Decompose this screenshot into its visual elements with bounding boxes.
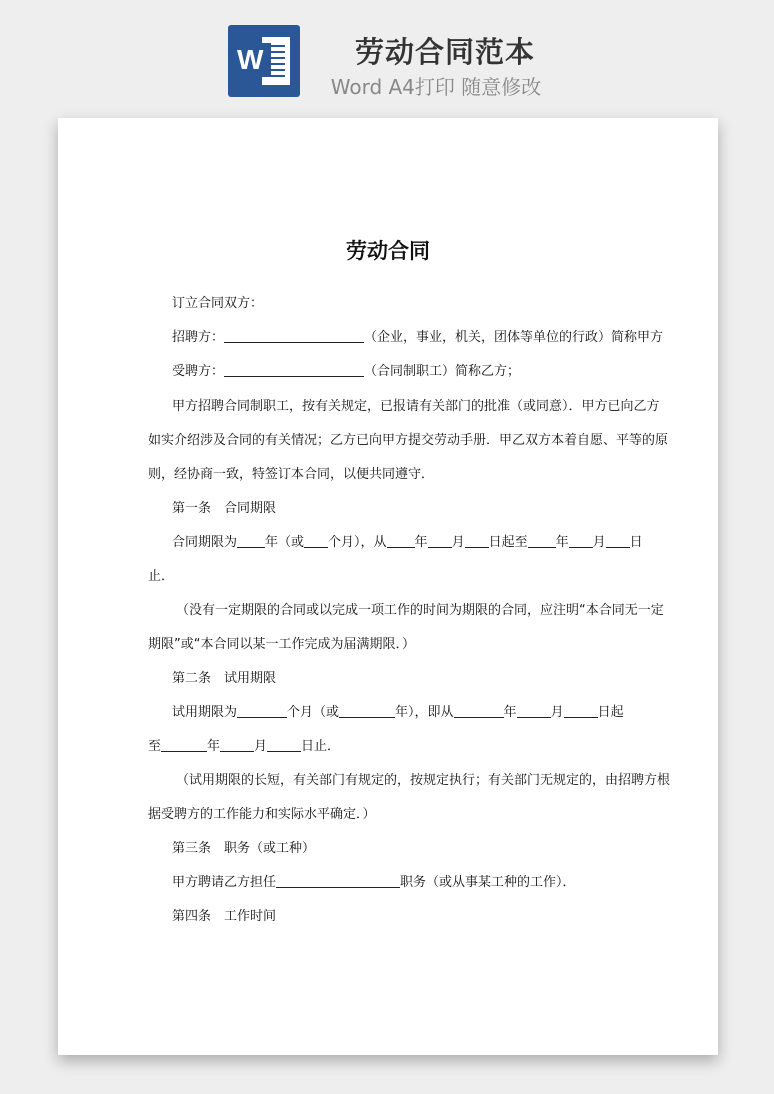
- employer-line: [172, 329, 663, 347]
- text-segment: 年），即从: [395, 705, 454, 720]
- text-segment: 月: [254, 739, 268, 754]
- header-subtitle: Word A4打印 随意修改: [330, 75, 542, 99]
- article2-note-line: （试用期限的长短，有关部门有规定的，按规定执行；有关部门无规定的，由招聘方根: [176, 773, 671, 788]
- trial-start-year-blank[interactable]: [454, 704, 504, 718]
- trial-months-blank[interactable]: [237, 704, 287, 718]
- text-segment: 年（或: [265, 535, 305, 550]
- article1-heading: 第一条 合同期限: [172, 501, 277, 516]
- article1-note-line: 期限”或“本合同以某一工作完成为届满期限．）: [148, 637, 415, 652]
- end-year-blank[interactable]: [528, 534, 556, 548]
- word-icon: [228, 25, 300, 97]
- employee-line: [172, 363, 520, 381]
- text-segment: 个月），从: [328, 535, 387, 550]
- text-segment: 年: [503, 705, 517, 720]
- text-segment: 日起: [597, 705, 624, 720]
- years-blank[interactable]: [237, 534, 265, 548]
- preamble-line: 甲方招聘合同制职工，按有关规定，已报请有关部门的批准（或同意）．甲方已向乙方: [172, 399, 660, 414]
- position-blank[interactable]: [276, 874, 400, 888]
- months-blank[interactable]: [304, 534, 328, 548]
- trial-end-day-blank[interactable]: [267, 738, 301, 752]
- text-segment: 至: [148, 739, 162, 754]
- text-segment: 个月（或: [287, 705, 340, 720]
- text-segment: 日: [629, 535, 643, 550]
- text-segment: 日起至: [488, 535, 528, 550]
- text-segment: 月: [550, 705, 564, 720]
- parties-intro: 订立合同双方：: [172, 296, 264, 311]
- preamble-line: 则，经协商一致，特签订本合同，以便共同遵守．: [148, 467, 435, 482]
- employer-label: 招聘方：: [172, 330, 225, 345]
- text-segment: 职务（或从事某工种的工作）．: [400, 875, 576, 890]
- start-year-blank[interactable]: [387, 534, 415, 548]
- end-month-blank[interactable]: [569, 534, 593, 548]
- employee-blank[interactable]: [224, 363, 364, 377]
- preamble-line: 如实介绍涉及合同的有关情况；乙方已向甲方提交劳动手册．甲乙双方本着自愿、平等的原: [148, 433, 669, 448]
- trial-end-month-blank[interactable]: [220, 738, 254, 752]
- employee-note: （合同制职工）简称乙方；: [364, 364, 521, 379]
- trial-start-day-blank[interactable]: [564, 704, 598, 718]
- article2-note-line: 据受聘方的工作能力和实际水平确定．）: [148, 807, 376, 822]
- text-segment: 日止．: [301, 739, 341, 754]
- article3-duty-line: [172, 874, 576, 892]
- trial-start-month-blank[interactable]: [517, 704, 551, 718]
- text-segment: 合同期限为: [172, 535, 238, 550]
- document-title: 劳动合同: [346, 239, 430, 263]
- employee-label: 受聘方：: [172, 364, 225, 379]
- trial-end-year-blank[interactable]: [161, 738, 207, 752]
- word-letter: W: [237, 43, 271, 77]
- employer-note: （企业，事业，机关，团体等单位的行政）简称甲方: [364, 330, 664, 345]
- trial-years-blank[interactable]: [339, 704, 395, 718]
- header: [0, 0, 774, 110]
- header-title: 劳动合同范本: [354, 35, 535, 69]
- text-segment: 年: [555, 535, 569, 550]
- article4-heading: 第四条 工作时间: [172, 909, 277, 924]
- end-day-blank[interactable]: [606, 534, 630, 548]
- text-segment: 月: [592, 535, 606, 550]
- article1-period-line: [172, 534, 643, 552]
- article2-period-end-line: [148, 738, 340, 756]
- text-segment: 年: [414, 535, 428, 550]
- article1-note-line: （没有一定期限的合同或以完成一项工作的时间为期限的合同，应注明“本合同无一定: [176, 603, 664, 618]
- text-segment: 年: [207, 739, 221, 754]
- article1-period-end: 止．: [148, 569, 175, 584]
- text-segment: 试用期限为: [172, 705, 238, 720]
- start-day-blank[interactable]: [465, 534, 489, 548]
- article2-period-line: [172, 704, 624, 722]
- article3-heading: 第三条 职务（或工种）: [172, 841, 316, 856]
- text-segment: 甲方聘请乙方担任: [172, 875, 277, 890]
- document-page: [58, 118, 718, 1055]
- article2-heading: 第二条 试用期限: [172, 671, 277, 686]
- employer-blank[interactable]: [224, 329, 364, 343]
- start-month-blank[interactable]: [428, 534, 452, 548]
- text-segment: 月: [451, 535, 465, 550]
